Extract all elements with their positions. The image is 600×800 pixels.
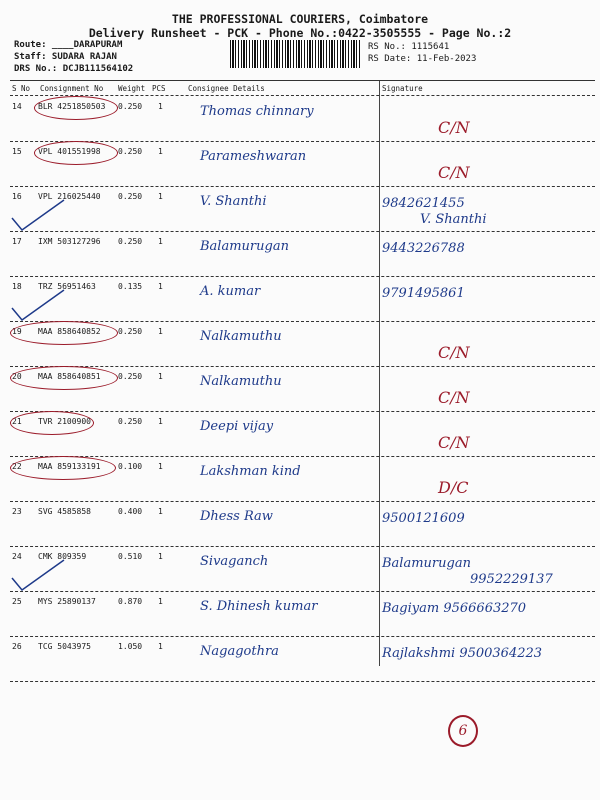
- header-divider: [10, 95, 595, 96]
- row-divider: [10, 636, 595, 637]
- signature-entry: Bagiyam 9566663270: [382, 601, 527, 616]
- consignment-number: TRZ 56951463: [38, 282, 96, 291]
- pcs-value: 1: [158, 597, 163, 606]
- serial-number: 18: [12, 282, 22, 291]
- consignee-name: Sivaganch: [200, 554, 269, 569]
- consignee-name: Deepi vijay: [200, 419, 274, 434]
- weight-value: 0.100: [118, 462, 143, 471]
- consignee-name: A. kumar: [200, 284, 261, 299]
- pcs-value: 1: [158, 237, 163, 246]
- serial-number: 23: [12, 507, 22, 516]
- serial-number: 14: [12, 102, 22, 111]
- serial-number: 16: [12, 192, 22, 201]
- consignee-name: Nalkamuthu: [200, 374, 282, 389]
- serial-number: 15: [12, 147, 22, 156]
- pcs-value: 1: [158, 552, 163, 561]
- col-signature: Signature: [382, 84, 423, 93]
- pcs-value: 1: [158, 147, 163, 156]
- signature-entry: 9842621455: [382, 196, 465, 211]
- serial-number: 20: [12, 372, 22, 381]
- weight-value: 0.250: [118, 372, 143, 381]
- company-title: THE PROFESSIONAL COURIERS, Coimbatore: [171, 12, 429, 26]
- rs-number: RS No.: 1115641: [368, 42, 450, 52]
- pcs-value: 1: [158, 507, 163, 516]
- col-consignment: Consignment No: [40, 84, 104, 93]
- red-circle-mark: [10, 321, 118, 345]
- check-mark-icon: [8, 198, 68, 238]
- signature-entry: 9791495861: [382, 286, 465, 301]
- weight-value: 0.250: [118, 327, 143, 336]
- consignee-name: Nalkamuthu: [200, 329, 282, 344]
- weight-value: 0.870: [118, 597, 143, 606]
- pcs-value: 1: [158, 462, 163, 471]
- red-circle-mark: [10, 411, 94, 435]
- signature-entry: C/N: [438, 343, 470, 362]
- consignment-number: MAA 859133191: [38, 462, 101, 471]
- row-divider: [10, 321, 595, 322]
- pcs-value: 1: [158, 192, 163, 201]
- serial-number: 17: [12, 237, 22, 246]
- consignee-name: Lakshman kind: [200, 464, 301, 479]
- signature-entry: D/C: [438, 478, 469, 497]
- row-divider: [10, 186, 595, 187]
- consignment-number: MYS 25890137: [38, 597, 96, 606]
- col-pcs: PCS: [152, 84, 166, 93]
- red-circle-mark: [10, 366, 118, 390]
- row-divider: [10, 681, 595, 682]
- staff-label: Staff: SUDARA RAJAN: [14, 52, 117, 62]
- pcs-value: 1: [158, 102, 163, 111]
- pcs-value: 1: [158, 642, 163, 651]
- red-circle-mark: [34, 96, 118, 120]
- col-sno: S No: [12, 84, 31, 93]
- consignment-number: BLR 4251850503: [38, 102, 106, 111]
- consignment-number: MAA 858640852: [38, 327, 101, 336]
- serial-number: 24: [12, 552, 22, 561]
- consignee-name: Nagagothra: [200, 644, 279, 659]
- check-mark-icon: [8, 558, 68, 598]
- consignment-number: TVR 2100900: [38, 417, 91, 426]
- col-weight: Weight: [118, 84, 146, 93]
- red-circle-mark: [34, 141, 118, 165]
- weight-value: 0.135: [118, 282, 143, 291]
- signature-secondary: 9952229137: [470, 572, 553, 587]
- pcs-value: 1: [158, 417, 163, 426]
- table-top-border: [10, 80, 595, 81]
- row-divider: [10, 366, 595, 367]
- signature-secondary: V. Shanthi: [420, 212, 487, 227]
- runsheet-subtitle: Delivery Runsheet - PCK - Phone No.:0422-3505555 - Page No.:2: [88, 26, 512, 40]
- consignment-number: MAA 858640851: [38, 372, 101, 381]
- pcs-value: 1: [158, 327, 163, 336]
- weight-value: 1.050: [118, 642, 143, 651]
- row-divider: [10, 501, 595, 502]
- col-consignee: Consignee Details: [188, 84, 265, 93]
- pcs-value: 1: [158, 282, 163, 291]
- signature-entry: C/N: [438, 388, 470, 407]
- weight-value: 0.250: [118, 102, 143, 111]
- weight-value: 0.250: [118, 417, 143, 426]
- row-divider: [10, 411, 595, 412]
- consignee-name: Thomas chinnary: [200, 104, 314, 119]
- consignee-name: Balamurugan: [200, 239, 289, 254]
- serial-number: 26: [12, 642, 22, 651]
- consignment-number: VPL 401551998: [38, 147, 101, 156]
- signature-entry: C/N: [438, 433, 470, 452]
- consignment-number: TCG 5043975: [38, 642, 91, 651]
- weight-value: 0.250: [118, 147, 143, 156]
- weight-value: 0.510: [118, 552, 143, 561]
- serial-number: 22: [12, 462, 22, 471]
- row-divider: [10, 231, 595, 232]
- drs-label: DRS No.: DCJB111564102: [14, 64, 134, 74]
- weight-value: 0.250: [118, 192, 143, 201]
- consignee-name: V. Shanthi: [200, 194, 267, 209]
- row-divider: [10, 591, 595, 592]
- signature-entry: C/N: [438, 163, 470, 182]
- consignment-number: VPL 216025440: [38, 192, 101, 201]
- consignment-number: SVG 4585858: [38, 507, 91, 516]
- signature-column-divider: [379, 81, 380, 666]
- red-circle-mark: [10, 456, 116, 480]
- consignee-name: Parameshwaran: [200, 149, 307, 164]
- row-divider: [10, 546, 595, 547]
- page-number-mark: 6: [448, 715, 478, 747]
- consignee-name: Dhess Raw: [200, 509, 273, 524]
- serial-number: 25: [12, 597, 22, 606]
- signature-entry: Rajlakshmi 9500364223: [382, 646, 543, 661]
- barcode: [230, 40, 360, 68]
- rs-date: RS Date: 11-Feb-2023: [368, 54, 477, 64]
- row-divider: [10, 276, 595, 277]
- signature-entry: Balamurugan: [382, 556, 471, 571]
- consignment-number: CMK 809359: [38, 552, 87, 561]
- weight-value: 0.400: [118, 507, 143, 516]
- consignee-name: S. Dhinesh kumar: [200, 599, 318, 614]
- row-divider: [10, 456, 595, 457]
- consignment-number: IXM 503127296: [38, 237, 101, 246]
- pcs-value: 1: [158, 372, 163, 381]
- route-label: Route: ____DARAPURAM: [14, 40, 123, 50]
- signature-entry: 9443226788: [382, 241, 465, 256]
- signature-entry: 9500121609: [382, 511, 465, 526]
- serial-number: 19: [12, 327, 22, 336]
- signature-entry: C/N: [438, 118, 470, 137]
- weight-value: 0.250: [118, 237, 143, 246]
- serial-number: 21: [12, 417, 22, 426]
